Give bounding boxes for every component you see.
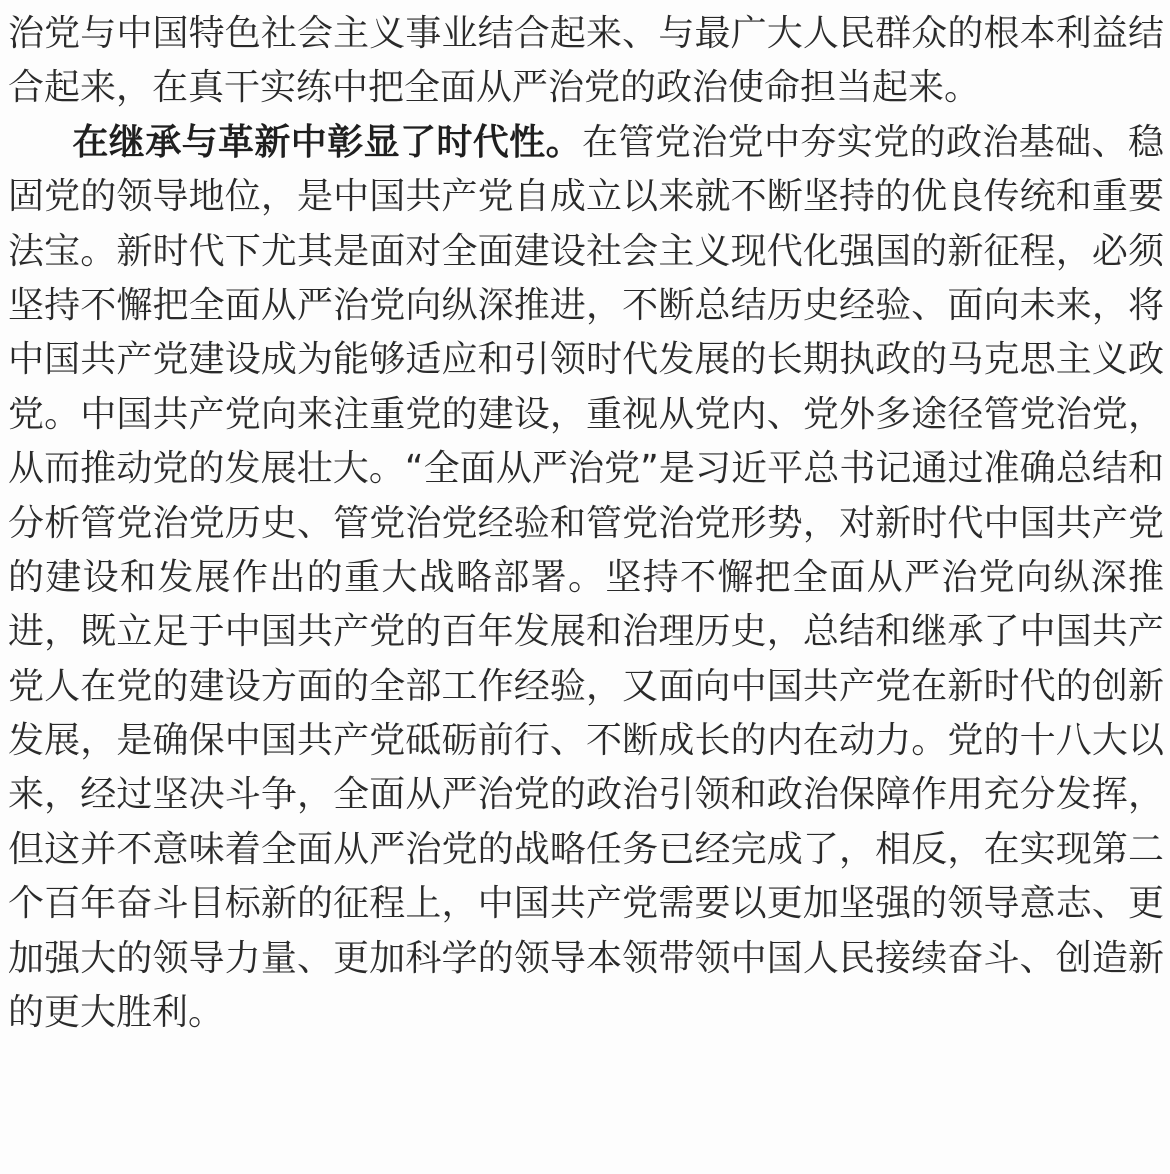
text-line: 但这并不意味着全面从严治党的战略任务已经完成了，相反，在实现第二 xyxy=(8,828,1164,870)
text-line: 治党与中国特色社会主义事业结合起来、与最广大人民群众的根本利益结 xyxy=(8,13,1164,54)
paragraph-1 xyxy=(8,7,1164,116)
text-line: 坚持不懈把全面从严治党向纵深推进，不断总结历史经验、面向未来，将 xyxy=(8,284,1164,326)
text-line: 从而推动党的发展壮大。“全面从严治党”是习近平总书记通过准确总结和 xyxy=(8,448,1164,490)
text-line: 进，既立足于中国共产党的百年发展和治理历史，总结和继承了中国共产 xyxy=(8,611,1164,653)
heading-line-text: 在管党治党中夯实党的政治基础、稳 xyxy=(582,121,1164,163)
text-line: 分析管党治党历史、管党治党经验和管党治党形势，对新时代中国共产党 xyxy=(8,502,1164,544)
paragraph-first-line xyxy=(8,116,1164,170)
text-line: 的建设和发展作出的重大战略部署。坚持不懈把全面从严治党向纵深推 xyxy=(8,556,1164,598)
text-line: 个百年奋斗目标新的征程上，中国共产党需要以更加坚强的领导意志、更 xyxy=(8,883,1164,925)
paragraph-2 xyxy=(8,116,1164,1041)
text-line: 党人在党的建设方面的全部工作经验，又面向中国共产党在新时代的创新 xyxy=(8,665,1164,707)
text-line: 加强大的领导力量、更加科学的领导本领带领中国人民接续奋斗、创造新 xyxy=(8,937,1164,979)
text-line: 的更大胜利。 xyxy=(8,992,225,1034)
text-line: 法宝。新时代下尤其是面对全面建设社会主义现代化强国的新征程，必须 xyxy=(8,230,1164,272)
text-line: 中国共产党建设成为能够适应和引领时代发展的长期执政的马克思主义政 xyxy=(8,339,1164,381)
text-line: 合起来，在真干实练中把全面从严治党的政治使命担当起来。 xyxy=(8,67,981,109)
paragraph-heading: 在继承与革新中彰显了时代性。 xyxy=(72,121,582,163)
body-text xyxy=(8,7,1164,1040)
text-line: 发展，是确保中国共产党砥砺前行、不断成长的内在动力。党的十八大以 xyxy=(8,720,1164,762)
text-line: 党。中国共产党向来注重党的建设，重视从党内、党外多途径管党治党， xyxy=(8,393,1164,435)
text-line: 固党的领导地位，是中国共产党自成立以来就不断坚持的优良传统和重要 xyxy=(8,176,1164,218)
text-line: 来，经过坚决斗争，全面从严治党的政治引领和政治保障作用充分发挥， xyxy=(8,774,1164,816)
